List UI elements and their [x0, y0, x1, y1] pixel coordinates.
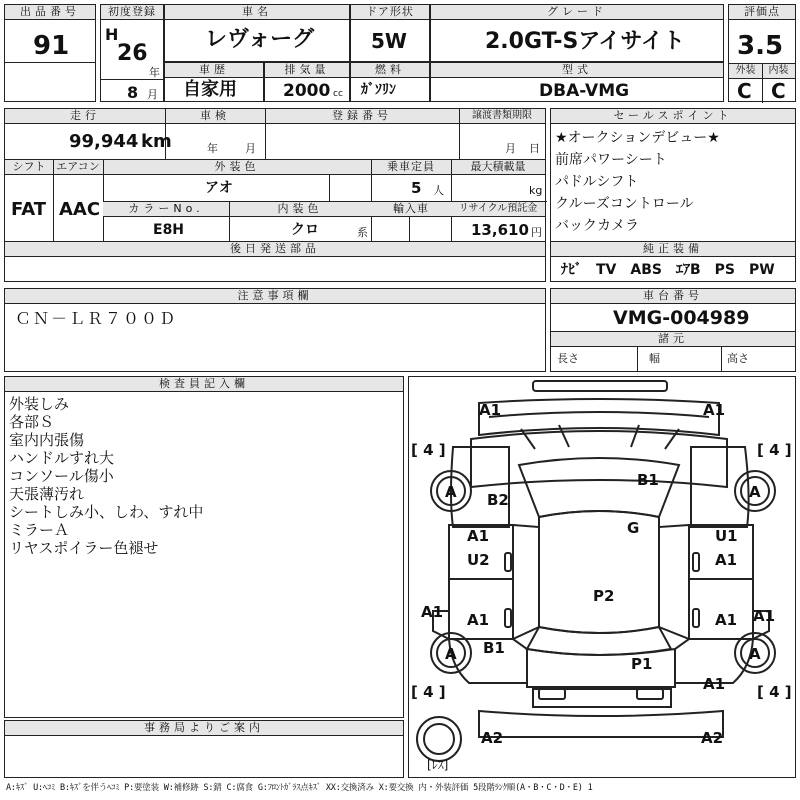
damage-right-front-door-u: U1: [715, 527, 738, 545]
car-name-label: 車名: [165, 5, 349, 20]
later-parts-label: 後日発送部品: [5, 242, 545, 257]
history: 自家用: [183, 79, 237, 100]
notes-label: 注意事項欄: [5, 289, 545, 304]
sales-points-box: [550, 108, 796, 282]
inspector-box: [4, 376, 404, 718]
office-box: [4, 720, 404, 778]
damage-right-front-door-a: A1: [715, 551, 738, 569]
ext-color: アオ: [205, 180, 233, 196]
mileage: 99,944: [69, 131, 139, 152]
model-label: 型式: [431, 63, 723, 78]
list-item: バックカメラ: [555, 218, 639, 234]
capacity: 5: [411, 179, 422, 197]
shift-label: シフト: [5, 160, 53, 175]
wheel-rear-left: A: [445, 645, 457, 663]
displacement: 2000: [283, 81, 331, 101]
grade-box: [430, 4, 724, 62]
damage-front-left: A1: [479, 401, 502, 419]
list-item: リヤスポイラー色褪せ: [9, 539, 159, 557]
damage-left-sill: A1: [421, 603, 444, 621]
model-box: [430, 62, 724, 102]
door-box: [350, 4, 430, 62]
recycle-unit: 円: [531, 226, 542, 239]
int-color-label: 内装色: [229, 202, 371, 217]
equipment-label: 純正装備: [551, 242, 795, 257]
inspection-year-unit: 年: [207, 142, 218, 155]
displacement-box: [264, 62, 350, 102]
reg-no-label: 登録番号: [265, 109, 459, 124]
damage-right-rear-door: A1: [715, 611, 738, 629]
first-registration-box: [100, 4, 164, 102]
tire-tread-front-left: [ 4 ]: [411, 441, 446, 459]
max-load-unit: kg: [529, 184, 543, 197]
damage-hood: B1: [637, 471, 659, 489]
notes-box: [4, 288, 546, 372]
list-item: 各部Ｓ: [9, 413, 55, 431]
list-item: クルーズコントロール: [555, 196, 694, 212]
transfer-day-unit: 日: [529, 142, 540, 155]
score-label: 評価点: [729, 5, 795, 20]
interior-grade: C: [771, 79, 786, 103]
vehicle-detail-table: [4, 108, 546, 282]
spare-tire-label: [ﾚｽ]: [427, 758, 449, 772]
office-label: 事務局よりご案内: [5, 721, 403, 736]
damage-front-right: A1: [703, 401, 726, 419]
history-box: [164, 62, 264, 102]
door-label: ドア形状: [351, 5, 429, 20]
damage-left-quarter: B1: [483, 639, 505, 657]
color-no-label: カラーNo.: [103, 202, 229, 217]
ext-color-label: 外装色: [103, 160, 371, 175]
capacity-unit: 人: [433, 184, 444, 197]
fuel-label: 燃料: [351, 63, 429, 78]
width-label: 幅: [649, 352, 660, 365]
mileage-label: 走行: [5, 109, 165, 124]
inspection-label: 車検: [165, 109, 265, 124]
recycle-fee: 13,610: [471, 221, 529, 239]
list-item: パドルシフト: [555, 174, 639, 190]
list-item: ★オークションデビュー★: [555, 130, 720, 146]
displacement-label: 排気量: [265, 63, 349, 78]
damage-rear-bumper-left: A2: [481, 729, 504, 747]
sales-points-label: セールスポイント: [551, 109, 795, 124]
damage-left-front-door-u: U2: [467, 551, 490, 569]
list-item: シートしみ小、しわ、すれ中: [9, 503, 204, 521]
shift: FAT: [11, 199, 47, 220]
list-item: コンソール傷小: [9, 467, 114, 485]
damage-roof: P2: [593, 587, 615, 605]
score: 3.5: [737, 31, 784, 61]
door-type: 5W: [371, 29, 407, 53]
damage-windshield: G: [627, 519, 640, 537]
model: DBA-VMG: [539, 81, 630, 101]
lot-number-box: [4, 4, 96, 102]
tire-tread-rear-right: [ 4 ]: [757, 683, 792, 701]
wheel-front-right: A: [749, 483, 761, 501]
int-color: クロ: [291, 222, 319, 238]
ac: AAC: [59, 199, 101, 220]
reg-month: 8: [127, 83, 139, 102]
chassis-number: VMG-004989: [613, 307, 750, 329]
score-box: [728, 4, 796, 102]
capacity-label: 乗車定員: [371, 160, 451, 175]
max-load-label: 最大積載量: [451, 160, 545, 175]
damage-left-front-door-a: A1: [467, 527, 490, 545]
list-item: ミラーＡ: [9, 521, 70, 539]
interior-label: 内装: [762, 64, 795, 79]
damage-right-quarter: A1: [703, 675, 726, 693]
car-outline-diagram: [409, 377, 794, 776]
first-registration-label: 初度登録: [101, 5, 163, 20]
height-label: 高さ: [727, 352, 749, 365]
era: H: [105, 25, 119, 44]
recycle-label: リサイクル預託金: [451, 202, 545, 217]
int-color-unit: 系: [357, 226, 368, 239]
notes-text: ＣＮ－ＬＲ７００Ｄ: [15, 309, 178, 328]
damage-diagram: [408, 376, 796, 778]
length-label: 長さ: [557, 352, 579, 365]
history-label: 車歴: [165, 63, 263, 78]
lot-number: 91: [33, 31, 70, 61]
dims-label: 諸元: [551, 332, 795, 347]
mileage-unit: km: [141, 131, 172, 152]
color-no: E8H: [153, 222, 185, 238]
exterior-label: 外装: [729, 64, 762, 79]
wheel-front-left: A: [445, 483, 457, 501]
import-label: 輸入車: [371, 202, 451, 217]
transfer-label: 譲渡書類期限: [459, 109, 545, 124]
fuel: ｶﾞｿﾘﾝ: [361, 82, 396, 98]
list-item: 天張薄汚れ: [9, 485, 85, 503]
list-item: 室内内張傷: [9, 431, 85, 449]
sales-points-list: [555, 127, 720, 237]
inspector-lines: [9, 395, 203, 557]
damage-right-sill: A1: [753, 607, 776, 625]
lot-number-label: 出品番号: [5, 5, 95, 20]
ac-label: エアコン: [53, 160, 103, 175]
reg-month-unit: 月: [147, 88, 158, 101]
list-item: 前席パワーシート: [555, 152, 667, 168]
tire-tread-rear-left: [ 4 ]: [411, 683, 446, 701]
inspector-label: 検査員記入欄: [5, 377, 403, 392]
equipment: ﾅﾋﾞ TV ABS ｴｱB PS PW: [561, 262, 775, 278]
inspection-month-unit: 月: [245, 142, 256, 155]
damage-left-fender: B2: [487, 491, 509, 509]
damage-rear-bumper-right: A2: [701, 729, 724, 747]
damage-left-rear-door: A1: [467, 611, 490, 629]
grade: 2.0GT-Sアイサイト: [485, 29, 685, 54]
car-name: レヴォーグ: [205, 27, 315, 52]
list-item: ハンドルすれ大: [9, 449, 115, 467]
legend: A:ｷｽﾞ U:ﾍｺﾐ B:ｷｽﾞを伴うﾍｺﾐ P:要塗装 W:補修跡 S:錆 C:腐食 G:ﾌﾛﾝﾄｶﾞﾗｽ点ｷｽﾞ XX:交換済み X:要交換 内・外装評価 5段階ﾗﾝｸ順(A・B・C・D・E) 1: [6, 783, 593, 793]
fuel-box: [350, 62, 430, 102]
grade-label: グレード: [431, 5, 723, 20]
chassis-label: 車台番号: [551, 289, 795, 304]
reg-year: 26: [117, 41, 148, 66]
exterior-grade: C: [737, 79, 752, 103]
chassis-box: [550, 288, 796, 372]
reg-year-unit: 年: [149, 66, 160, 79]
displacement-unit: cc: [333, 89, 343, 99]
wheel-rear-right: A: [749, 645, 761, 663]
damage-trunk: P1: [631, 655, 653, 673]
transfer-month-unit: 月: [505, 142, 516, 155]
car-name-box: [164, 4, 350, 62]
list-item: 外装しみ: [9, 395, 70, 413]
tire-tread-front-right: [ 4 ]: [757, 441, 792, 459]
